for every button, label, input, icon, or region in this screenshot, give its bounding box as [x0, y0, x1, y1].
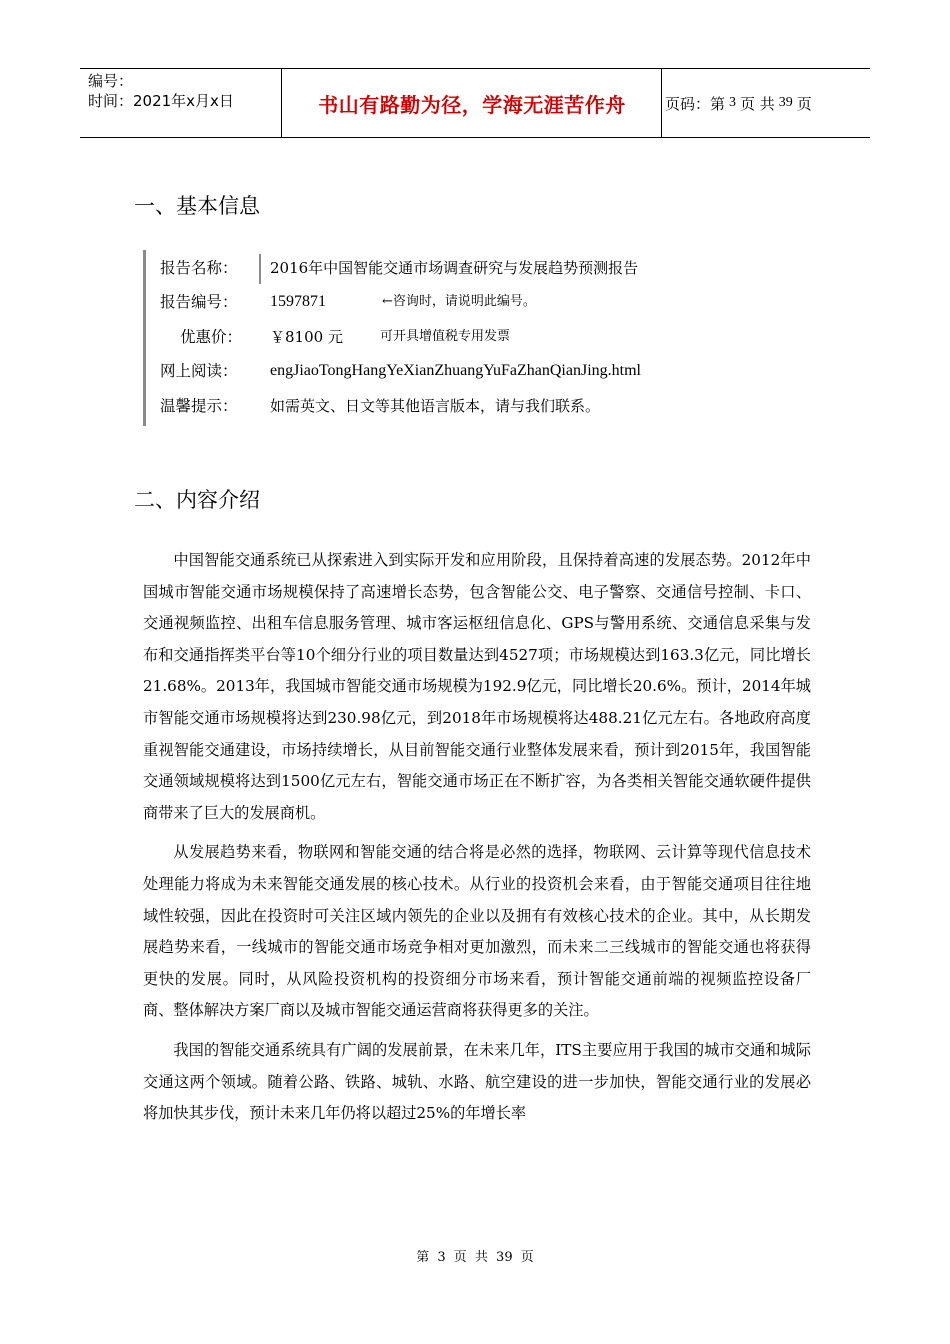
report-number-note: ←咨询时，请说明此编号。 [382, 294, 536, 309]
divider [661, 69, 662, 137]
tip-label: 温馨提示： [160, 397, 238, 415]
page-header [80, 68, 870, 138]
paragraph-1: 中国智能交通系统已从探索进入到实际开发和应用阶段，且保持着高速的发展态势。2012年中国城市智能交通市场规模保持了高速增长态势，包含智能公交、电子警察、交通信号控制、卡口、交通视频监控、出租车信息服务管理、城市客运枢纽信息化、GPS与警用系统、交通信息采集与发布和交通指挥类平台等10个细分行业的项目数量达到4527项；市场规模达到163.3亿元，同比增长21.68%。2013年，我国城市智能交通市场规模为192.9亿元，同比增长20.6%。预计，2014年城市智能交通市场规模将达到230.98亿元，到2018年市场规模将达488.21亿元左右。各地政府高度重视智能交通建设，市场持续增长，从目前智能交通行业整体发展来看，预计到2015年，我国智能交通领域规模将达到1500亿元左右，智能交通市场正在不断扩容，为各类相关智能交通软硬件提供商带来了巨大的发展商机。 [143, 551, 811, 822]
content-body [143, 545, 811, 1138]
page-mid: 页 共 [740, 94, 775, 113]
tip-text: 如需英文、日文等其他语言版本，请与我们联系。 [270, 397, 601, 415]
section-title-content: 二、内容介绍 [134, 488, 260, 512]
divider [281, 69, 282, 137]
header-meta [88, 71, 278, 111]
report-number-label: 报告编号： [160, 293, 238, 311]
price-note: 可开具增值税专用发票 [380, 329, 511, 344]
page-suffix: 页 [796, 94, 812, 113]
price: ￥8100 元 [270, 328, 343, 346]
header-page-number [665, 69, 812, 137]
price-label: 优惠价： [179, 328, 242, 346]
paragraph-3: 我国的智能交通系统具有广阔的发展前景，在未来几年，ITS主要应用于我国的城市交通和城际交通这两个领域。随着公路、铁路、城轨、水路、航空建设的进一步加快，智能交通行业的发展必将加快其步伐，预计未来几年仍将以超过25%的年增长率 [143, 1040, 811, 1123]
paragraph-2: 从发展趋势来看，物联网和智能交通的结合将是必然的选择，物联网、云计算等现代信息技术处理能力将成为未来智能交通发展的核心技术。从行业的投资机会来看，由于智能交通项目往往地域性较强，因此在投资时可关注区域内领先的企业以及拥有有效核心技术的企业。其中，从长期发展趋势来看，一线城市的智能交通市场竞争相对更加激烈，而未来二三线城市的智能交通也将获得更快的发展。同时，从风险投资机构的投资细分市场来看，预计智能交通前端的视频监控设备厂商、整体解决方案厂商以及城市智能交通运营商将获得更多的关注。 [143, 843, 811, 1020]
number-label: 编号： [88, 72, 134, 90]
info-name-bar [259, 254, 261, 284]
header-motto: 书山有路勤为径，学海无涯苦作舟 [318, 92, 626, 117]
info-left-bar [143, 250, 146, 426]
page-current: 3 [729, 95, 737, 110]
online-url[interactable]: engJiaoTongHangYeXianZhuangYuFaZhanQianJing.html [270, 362, 641, 379]
report-number: 1597871 [270, 293, 326, 310]
page-footer: 第 3 页 共 39 页 [416, 1250, 534, 1265]
online-label: 网上阅读： [160, 362, 238, 380]
section-title-basic-info: 一、基本信息 [134, 194, 260, 218]
report-name-label: 报告名称： [160, 259, 238, 277]
page-total: 39 [778, 95, 793, 110]
page-prefix: 页码：第 [665, 94, 726, 113]
report-name: 2016年中国智能交通市场调查研究与发展趋势预测报告 [270, 259, 639, 277]
date-label: 时间：2021年x月x日 [88, 92, 234, 110]
